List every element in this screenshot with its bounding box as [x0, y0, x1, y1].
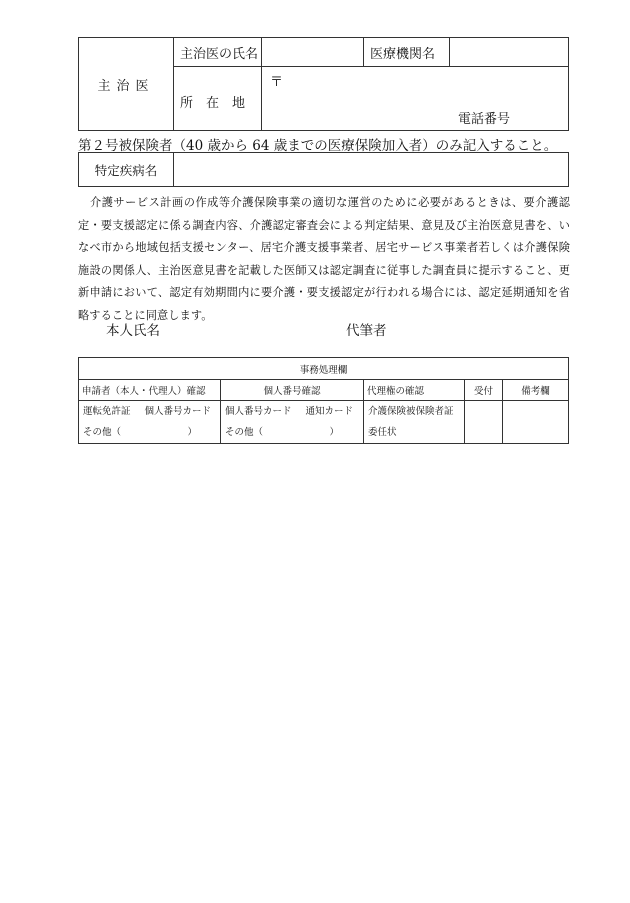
- drivers-license-option[interactable]: 運転免許証: [83, 406, 131, 417]
- my-number-check-cell: [221, 401, 364, 444]
- office-processing-table: [78, 357, 569, 444]
- insurance-card-option[interactable]: 介護保険被保険者証: [368, 406, 454, 417]
- my-number-check-header: 個人番号確認: [221, 380, 364, 401]
- my-number-other-option[interactable]: その他（ ）: [225, 427, 340, 438]
- my-number-card-option[interactable]: 個人番号カード: [225, 406, 292, 417]
- second-insured-note: 第２号被保険者（40 歳から 64 歳までの医療保険加入者）のみ記入すること。: [78, 138, 558, 154]
- applicant-check-cell: [79, 401, 221, 444]
- disease-table: [78, 152, 569, 187]
- postal-mark: 〒: [270, 75, 284, 90]
- institution-field[interactable]: [450, 38, 569, 67]
- consent-paragraph: 介護サービス計画の作成等介護保険事業の適切な運営のために必要があるときは、要介護認定・要支援認定に係る調査内容、介護認定審査会による判定結果、意見及び主治医意見書を、いなべ市から地域包括支援センター、居宅介護支援事業者、居宅サービス事業者若しくは介護保険施設の関係人、主治医意見書を記載した医師又は認定調査に従事した調査員に提示すること、更新申請において、認定有効期間内に要介護・要支援認定が行われる場合には、認定延期通知を省略することに同意します。: [78, 196, 570, 322]
- doctor-name-field[interactable]: [262, 38, 364, 67]
- proxy-check-header: 代理権の確認: [364, 380, 465, 401]
- phone-label: 電話番号: [458, 112, 511, 127]
- address-field[interactable]: [262, 67, 569, 131]
- doctor-table: [78, 37, 569, 131]
- institution-label: 医療機関名: [364, 38, 450, 67]
- address-label: [174, 67, 262, 131]
- applicant-other-option[interactable]: その他（ ）: [83, 427, 198, 438]
- notice-card-option[interactable]: 通知カード: [305, 406, 354, 417]
- doctor-name-label: 主治医の氏名: [174, 38, 262, 67]
- proxy-check-cell: [364, 401, 465, 444]
- self-name-label: 本人氏名: [106, 323, 160, 339]
- remarks-cell[interactable]: [503, 401, 569, 444]
- power-of-attorney-option[interactable]: 委任状: [368, 427, 397, 438]
- address-label-text: 所 在 地: [180, 96, 246, 111]
- disease-field[interactable]: [174, 153, 569, 187]
- received-header: 受付: [465, 380, 503, 401]
- disease-label: 特定疾病名: [79, 153, 174, 187]
- office-title: 事務処理欄: [79, 358, 569, 380]
- applicant-check-header: 申請者（本人・代理人）確認: [79, 380, 221, 401]
- received-cell[interactable]: [465, 401, 503, 444]
- proxy-writer-label: 代筆者: [346, 323, 387, 339]
- doctor-header: 主治医: [79, 38, 174, 131]
- applicant-my-number-card-option[interactable]: 個人番号カード: [144, 406, 212, 417]
- remarks-header: 備考欄: [503, 380, 569, 401]
